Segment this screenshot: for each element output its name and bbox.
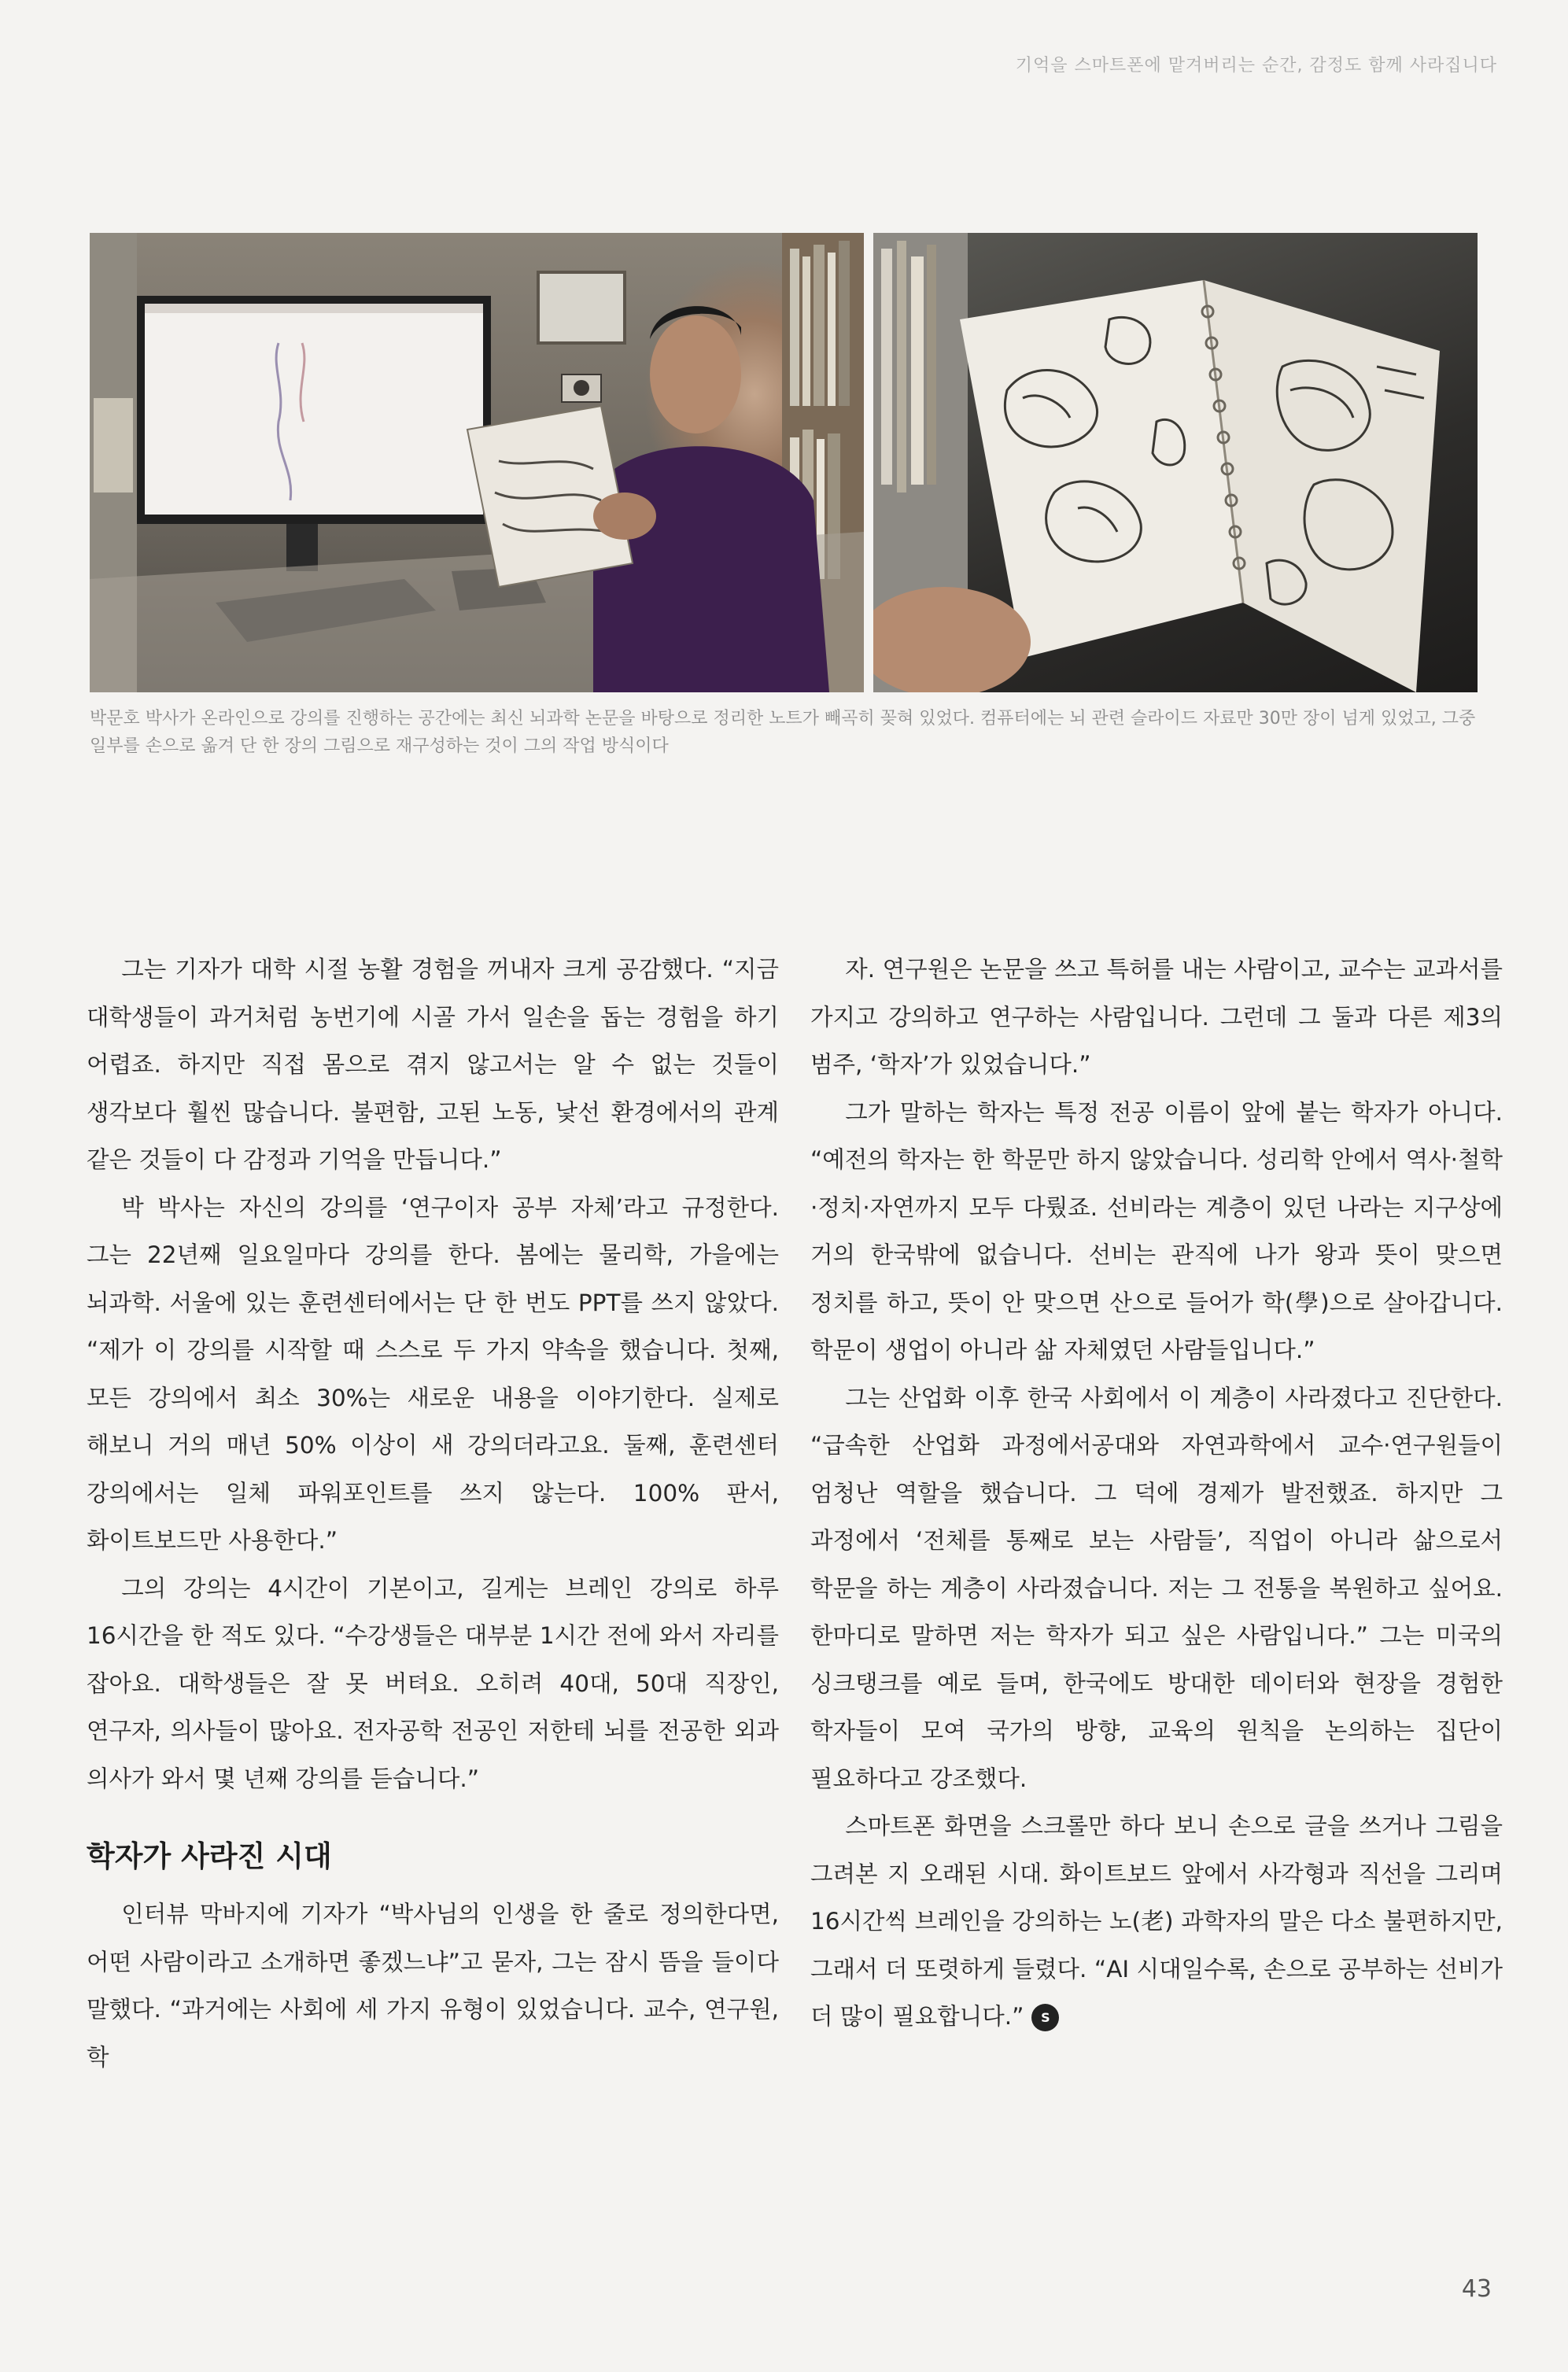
sketchbook-illustration [873,233,1478,692]
page-number: 43 [1461,2275,1492,2303]
paragraph-last [810,1802,1503,2041]
article-column-left [87,946,779,2081]
paragraph: 박 박사는 자신의 강의를 ‘연구이자 공부 자체’라고 규정한다. 그는 22년째 일요일마다 강의를 한다. 봄에는 물리학, 가을에는 뇌과학. 서울에 있는 훈련센터에서는 단 한 번도 PPT를 쓰지 않았다. “제가 이 강의를 시작할 때 스스로 두 가지 약속을 했습니다. 첫째, 모든 강의에서 최소 30%는 새로운 내용을 이야기한다. 실제로 해보니 거의 매년 50% 이상이 새 강의더라고요. 둘째, 훈련센터 강의에서는 일체 파워포인트를 쓰지 않는다. 100% 판서, 화이트보드만 사용한다.” [87,1193,779,1554]
photo-caption: 박문호 박사가 온라인으로 강의를 진행하는 공간에는 최신 뇌과학 논문을 바탕으로 정리한 노트가 빼곡히 꽂혀 있었다. 컴퓨터에는 뇌 관련 슬라이드 자료만 30만 장이 넘게 있었고, 그중 일부를 손으로 옮겨 단 한 장의 그림으로 재구성하는 것이 그의 작업 방식이다 [90,709,1476,756]
paragraph: 그의 강의는 4시간이 기본이고, 길게는 브레인 강의로 하루 16시간을 한 적도 있다. “수강생들은 대부분 1시간 전에 와서 자리를 잡아요. 대학생들은 잘 못 버텨요. 오히려 40대, 50대 직장인, 연구자, 의사들이 많아요. 전자공학 전공인 저한테 뇌를 전공한 외과 의사가 와서 몇 년째 강의를 듣습니다.” [87,1574,779,1792]
running-title: 기억을 스마트폰에 맡겨버리는 순간, 감정도 함께 사라집니다 [1015,56,1497,76]
photo-lecture-room [90,233,864,692]
article-column-right [810,946,1503,2041]
end-mark-icon: S [1031,2004,1059,2031]
paragraph: 그는 기자가 대학 시절 농활 경험을 꺼내자 크게 공감했다. “지금 대학생들이 과거처럼 농번기에 시골 가서 일손을 돕는 경험을 하기 어렵죠. 하지만 직접 몸으로 겪지 않고서는 알 수 없는 것들이 생각보다 훨씬 많습니다. 불편함, 고된 노동, 낯선 환경에서의 관계 같은 것들이 다 감정과 기억을 만듭니다.” [87,956,779,1173]
paragraph: 그는 산업화 이후 한국 사회에서 이 계층이 사라졌다고 진단한다. “급속한 산업화 과정에서공대와 자연과학에서 교수·연구원들이 엄청난 역할을 했습니다. 그 덕에 경제가 발전했죠. 하지만 그 과정에서 ‘전체를 통째로 보는 사람들’, 직업이 아니라 삶으로서 학문을 하는 계층이 사라졌습니다. 저는 그 전통을 복원하고 싶어요. 한마디로 말하면 저는 학자가 되고 싶은 사람입니다.” 그는 미국의 싱크탱크를 예로 들며, 한국에도 방대한 데이터와 현장을 경험한 학자들이 모여 국가의 방향, 교육의 원칙을 논의하는 집단이 필요하다고 강조했다. [810,1384,1503,1792]
paragraph: 인터뷰 막바지에 기자가 “박사님의 인생을 한 줄로 정의한다면, 어떤 사람이라고 소개하면 좋겠느냐”고 묻자, 그는 잠시 뜸을 들이다 말했다. “과거에는 사회에 세 가지 유형이 있었습니다. 교수, 연구원, 학 [87,1901,779,2071]
paragraph-text: 스마트폰 화면을 스크롤만 하다 보니 손으로 글을 쓰거나 그림을 그려본 지 오래된 시대. 화이트보드 앞에서 사각형과 직선을 그리며 16시간씩 브레인을 강의하는 노(老) 과학자의 말은 다소 불편하지만, 그래서 더 또렷하게 들렸다. “AI 시대일수록, 손으로 공부하는 선비가 더 많이 필요합니다.” [810,1813,1503,2030]
section-heading: 학자가 사라진 시대 [87,1839,332,1873]
paragraph: 자. 연구원은 논문을 쓰고 특허를 내는 사람이고, 교수는 교과서를 가지고 강의하고 연구하는 사람입니다. 그런데 그 둘과 다른 제3의 범주, ‘학자’가 있었습니다.” [810,956,1503,1078]
lecture-room-illustration [90,233,864,692]
paragraph: 그가 말하는 학자는 특정 전공 이름이 앞에 붙는 학자가 아니다. “예전의 학자는 한 학문만 하지 않았습니다. 성리학 안에서 역사·철학·정치·자연까지 모두 다뤘죠. 선비라는 계층이 있던 나라는 지구상에 거의 한국밖에 없습니다. 선비는 관직에 나가 왕과 뜻이 맞으면 정치를 하고, 뜻이 안 맞으면 산으로 들어가 학(學)으로 살아갑니다. 학문이 생업이 아니라 삶 자체였던 사람들입니다.” [810,1098,1503,1363]
photo-sketchbook [873,233,1478,692]
